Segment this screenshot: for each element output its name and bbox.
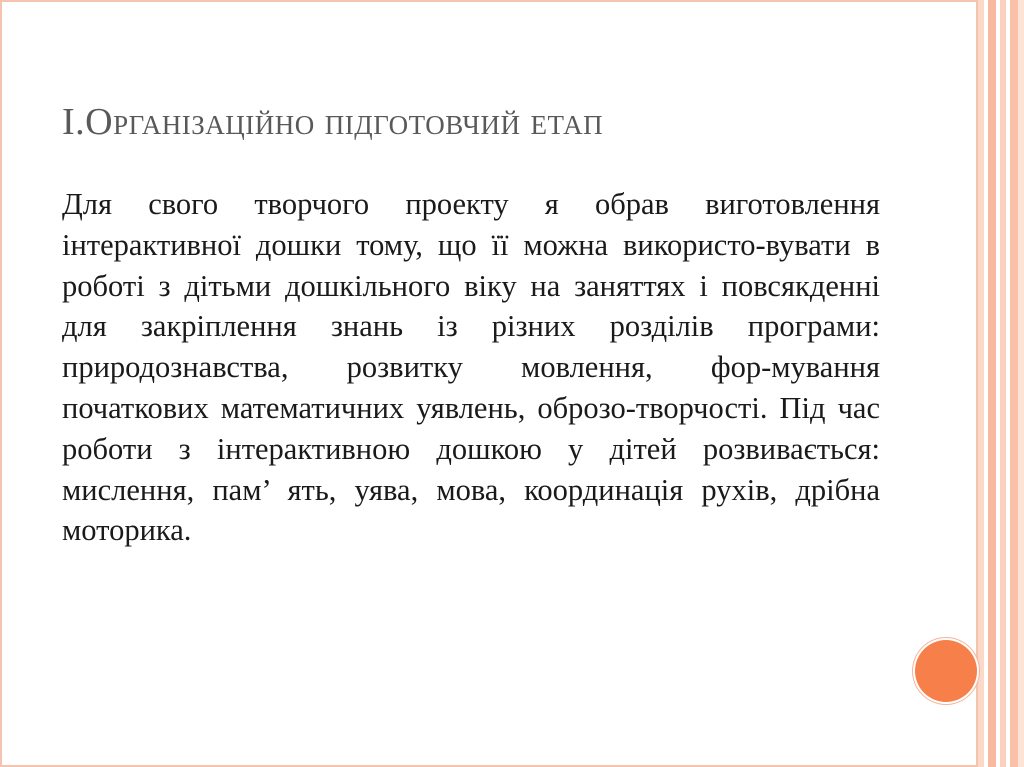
decorative-stripe [1018, 0, 1024, 767]
decorative-stripe [1010, 0, 1018, 767]
decorative-circle [915, 640, 977, 702]
slide-title: I.Організаційно підготовчий етап [62, 101, 604, 143]
slide-body-text: Для свого творчого проекту я обрав виготовлення інтерактивної дошки тому, що її можна використо-вувати в роботі з дітьми дошкільного віку на заняттях і повсякденні для закріплення знань із різних розділів програми: природознавства, розвитку мовлення, фор-мування початкових математичних уявлень, оброзо-творчості. Під час роботи з інтерактивною дошкою у дітей розвивається: мислення, пам’ ять, уява, мова, координація рухів, дрібна моторика. [62, 187, 880, 548]
decorative-stripe [988, 0, 996, 767]
